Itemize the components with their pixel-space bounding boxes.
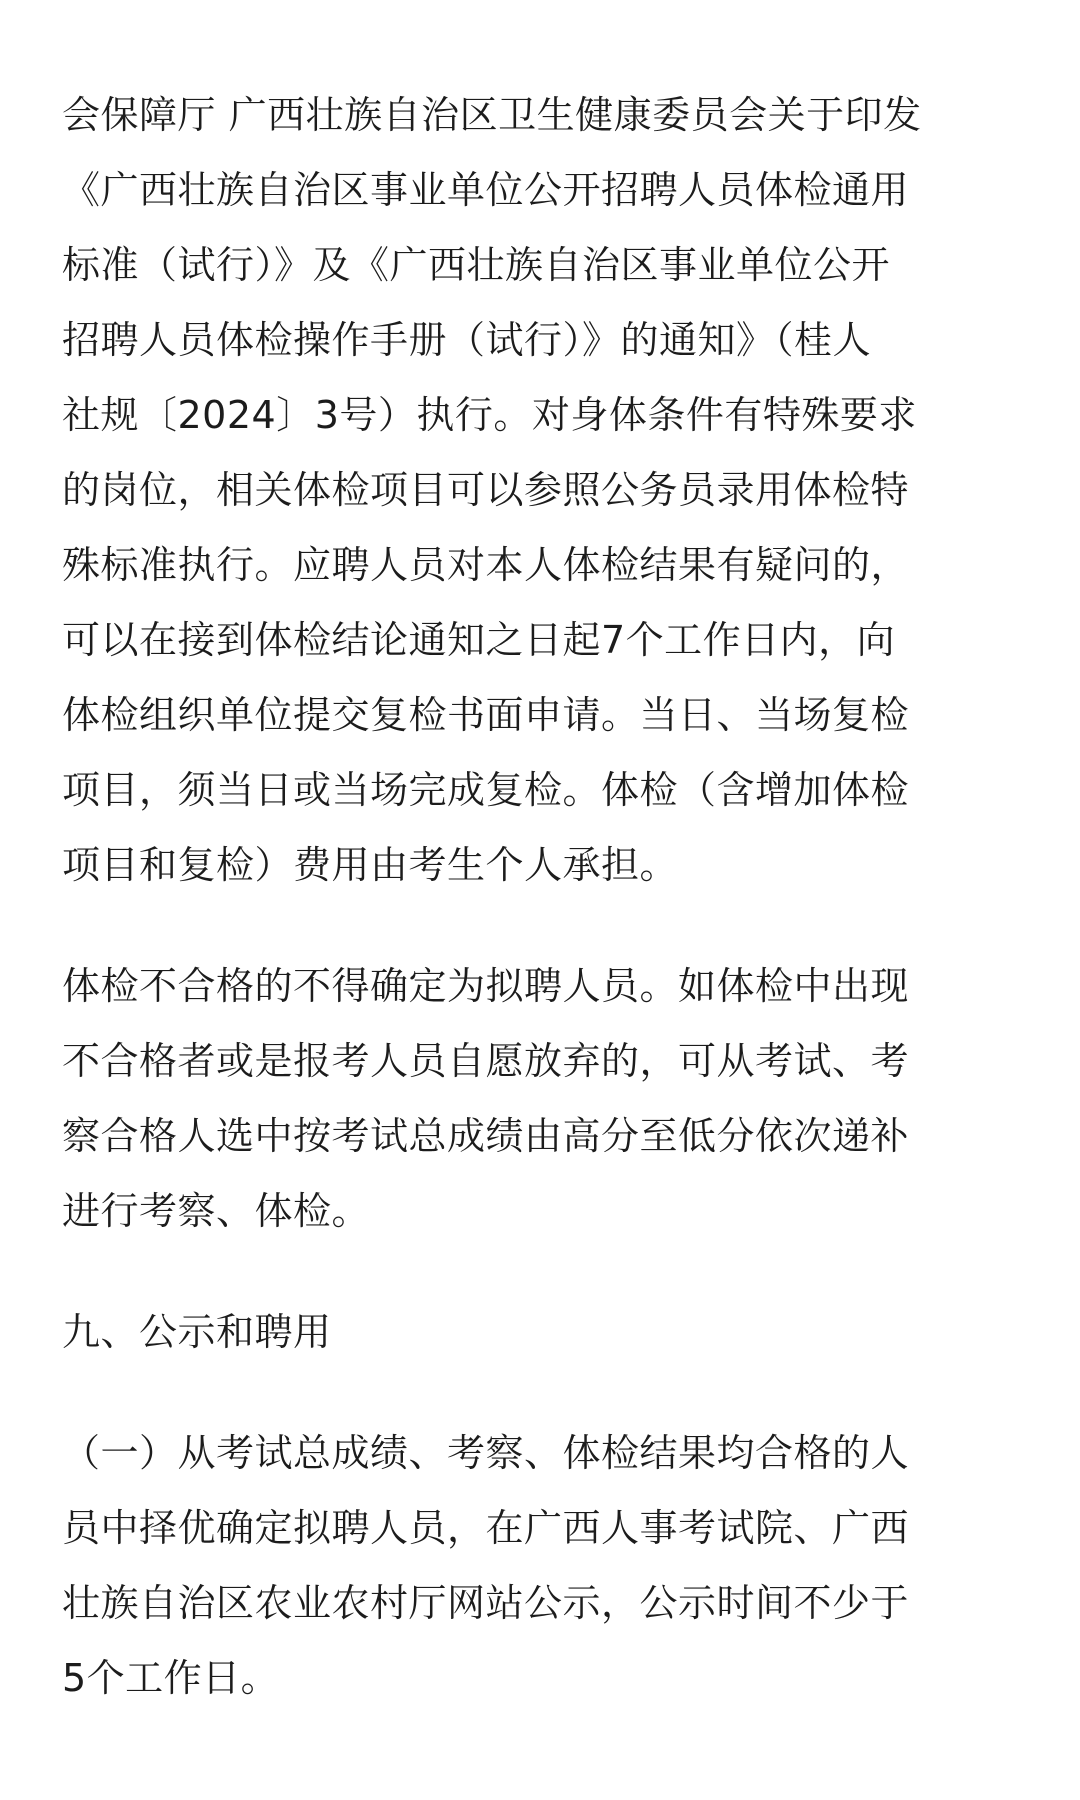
paragraph-medical-exam (62, 78, 1022, 903)
text-line: 察合格人选中按考试总成绩由高分至低分依次递补 (62, 1114, 910, 1158)
section-heading: 九、公示和聘用 (62, 1310, 332, 1354)
text-line: （一）从考试总成绩、考察、体检结果均合格的人 (62, 1431, 910, 1475)
text-line: 项目和复检）费用由考生个人承担。 (62, 843, 679, 887)
article-body (62, 78, 1022, 1762)
text-line: 体检不合格的不得确定为拟聘人员。如体检中出现 (62, 964, 910, 1008)
text-line: 可以在接到体检结论通知之日起7个工作日内，向 (62, 618, 896, 662)
text-line: 的岗位，相关体检项目可以参照公务员录用体检特 (62, 468, 910, 512)
text-line: 壮族自治区农业农村厅网站公示，公示时间不少于 (62, 1581, 910, 1625)
text-line: 项目，须当日或当场完成复检。体检（含增加体检 (62, 768, 910, 812)
text-line: 《广西壮族自治区事业单位公开招聘人员体检通用 (62, 168, 910, 212)
text-line: 5个工作日。 (62, 1656, 280, 1700)
text-line: 进行考察、体检。 (62, 1189, 371, 1233)
text-line: 招聘人员体检操作手册（试行）》的通知》（桂人 (62, 318, 872, 362)
text-line: 体检组织单位提交复检书面申请。当日、当场复检 (62, 693, 910, 737)
text-line: 标准（试行）》及《广西壮族自治区事业单位公开 (62, 243, 891, 287)
paragraph-publicity (62, 1416, 1022, 1716)
paragraph-exam-failure (62, 949, 1022, 1249)
text-line: 不合格者或是报考人员自愿放弃的，可从考试、考 (62, 1039, 910, 1083)
text-line: 殊标准执行。应聘人员对本人体检结果有疑问的， (62, 543, 910, 587)
text-line: 员中择优确定拟聘人员，在广西人事考试院、广西 (62, 1506, 910, 1550)
text-line: 会保障厅 广西壮族自治区卫生健康委员会关于印发 (62, 93, 922, 137)
text-line: 社规〔2024〕3号）执行。对身体条件有特殊要求 (62, 393, 917, 437)
